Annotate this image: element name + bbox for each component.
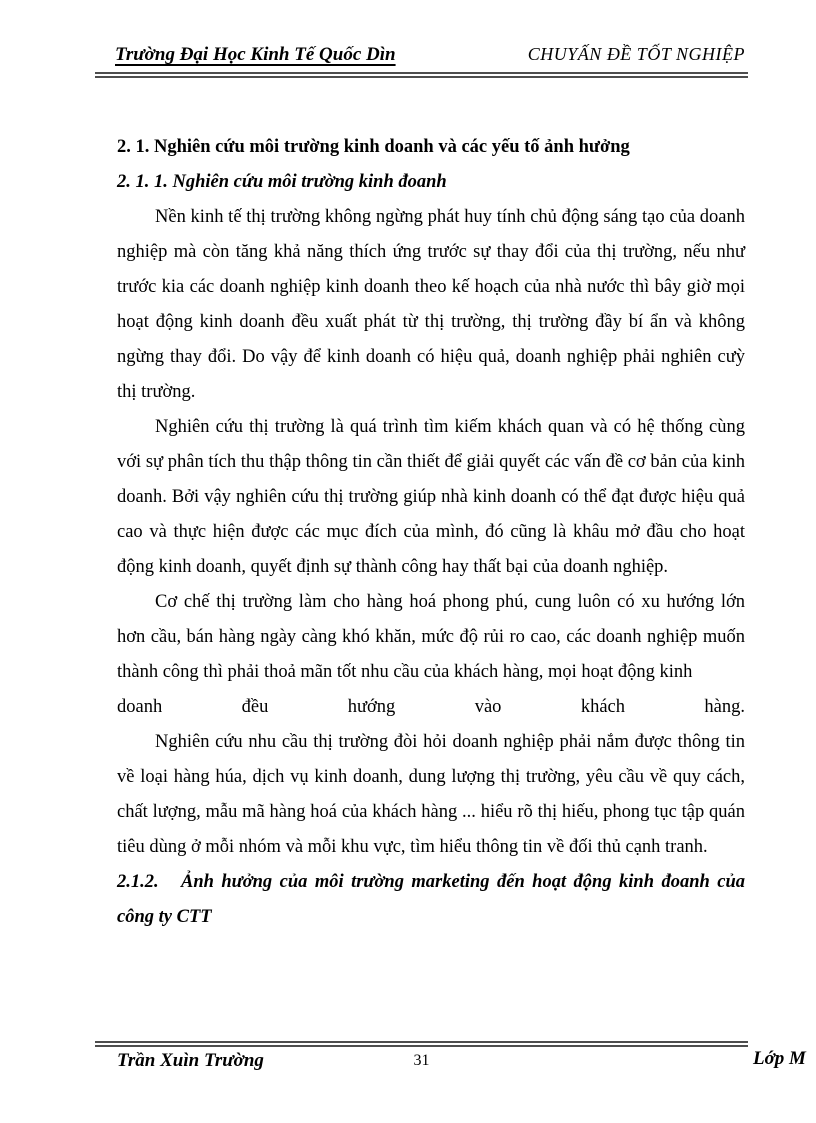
heading-2-1-1: 2. 1. 1. Nghiên cứu môi trường kinh đoanh: [117, 172, 447, 192]
paragraph-1: Nền kinh tế thị trường không ngừng phát huy tính chủ động sáng tạo của doanh nghiệp mà còn tăng khả năng thích ứng trước sự thay đổi của thị trường, nếu như trước kia các doanh nghiệp kinh doanh theo kế hoạch của nhà nước thì bây giờ mọi hoạt động kinh doanh đều xuất phát từ thị trường, thị trường đầy bí ẩn và không ngừng thay đổi. Do vậy để kinh doanh có hiệu quả, doanh nghiệp phải nghiên cưỳ thị trường.: [117, 207, 745, 402]
footer-rule: [95, 1041, 748, 1047]
footer-author: Trần Xuìn Trường: [117, 1050, 264, 1071]
paragraph-4: Nghiên cứu nhu cầu thị trường đòi hỏi doanh nghiệp phải nắm được thông tin về loại hàng húa, dịch vụ kinh doanh, dung lượng thị trường, yêu cầu về quy cách, chất lượng, mẫu mã hàng hoá của khách hàng ... hiểu rõ thị hiếu, phong tục tập quán tiêu dùng ở mỗi nhóm và mỗi khu vực, tìm hiểu thông tin về đối thủ cạnh tranh.: [117, 732, 745, 857]
heading-2-1: 2. 1. Nghiên cứu môi trường kinh doanh và các yếu tố ảnh hưởng: [117, 137, 630, 157]
footer-row: [95, 1050, 748, 1078]
header-right-title: CHUYẤN ĐỀ TỐT NGHIỆP: [527, 44, 745, 64]
page-footer: [95, 1041, 748, 1078]
paragraph-2: Nghiên cứu thị trường là quá trình tìm kiếm khách quan và có hệ thống cùng với sự phân tích thu thập thông tin cần thiết để giải quyết các vấn đề cơ bản của kinh doanh. Bởi vậy nghiên cứu thị trường giúp nhà kinh doanh có thể đạt được hiệu quả cao và thực hiện được các mục đích của mình, đó cũng là khâu mở đầu cho hoạt động kinh doanh, quyết định sự thành công hay thất bại của doanh nghiệp.: [117, 417, 745, 577]
heading-2-1-2: 2.1.2. Ảnh hưởng của môi trường marketing đến hoạt động kinh đoanh của công ty CTT: [117, 872, 745, 927]
page-number: 31: [413, 1052, 430, 1069]
header-row: [95, 44, 748, 66]
document-body: [117, 130, 745, 935]
header-left-title: Trường Đại Học Kinh Tế Quốc Dìn: [115, 44, 396, 65]
paragraph-3-last-line: doanh đều hướng vào khách hàng.: [117, 697, 745, 717]
paragraph-3: Cơ chế thị trường làm cho hàng hoá phong phú, cung luôn có xu hướng lớn hơn cầu, bán hàng ngày càng khó khăn, mức độ rủi ro cao, các doanh nghiệp muốn thành công thì phải thoả mãn tốt nhu cầu của khách hàng, mọi hoạt động kinh: [117, 592, 745, 682]
page-header: [95, 44, 748, 78]
footer-class-label: Lớp M: [753, 1048, 806, 1069]
header-rule: [95, 72, 748, 78]
